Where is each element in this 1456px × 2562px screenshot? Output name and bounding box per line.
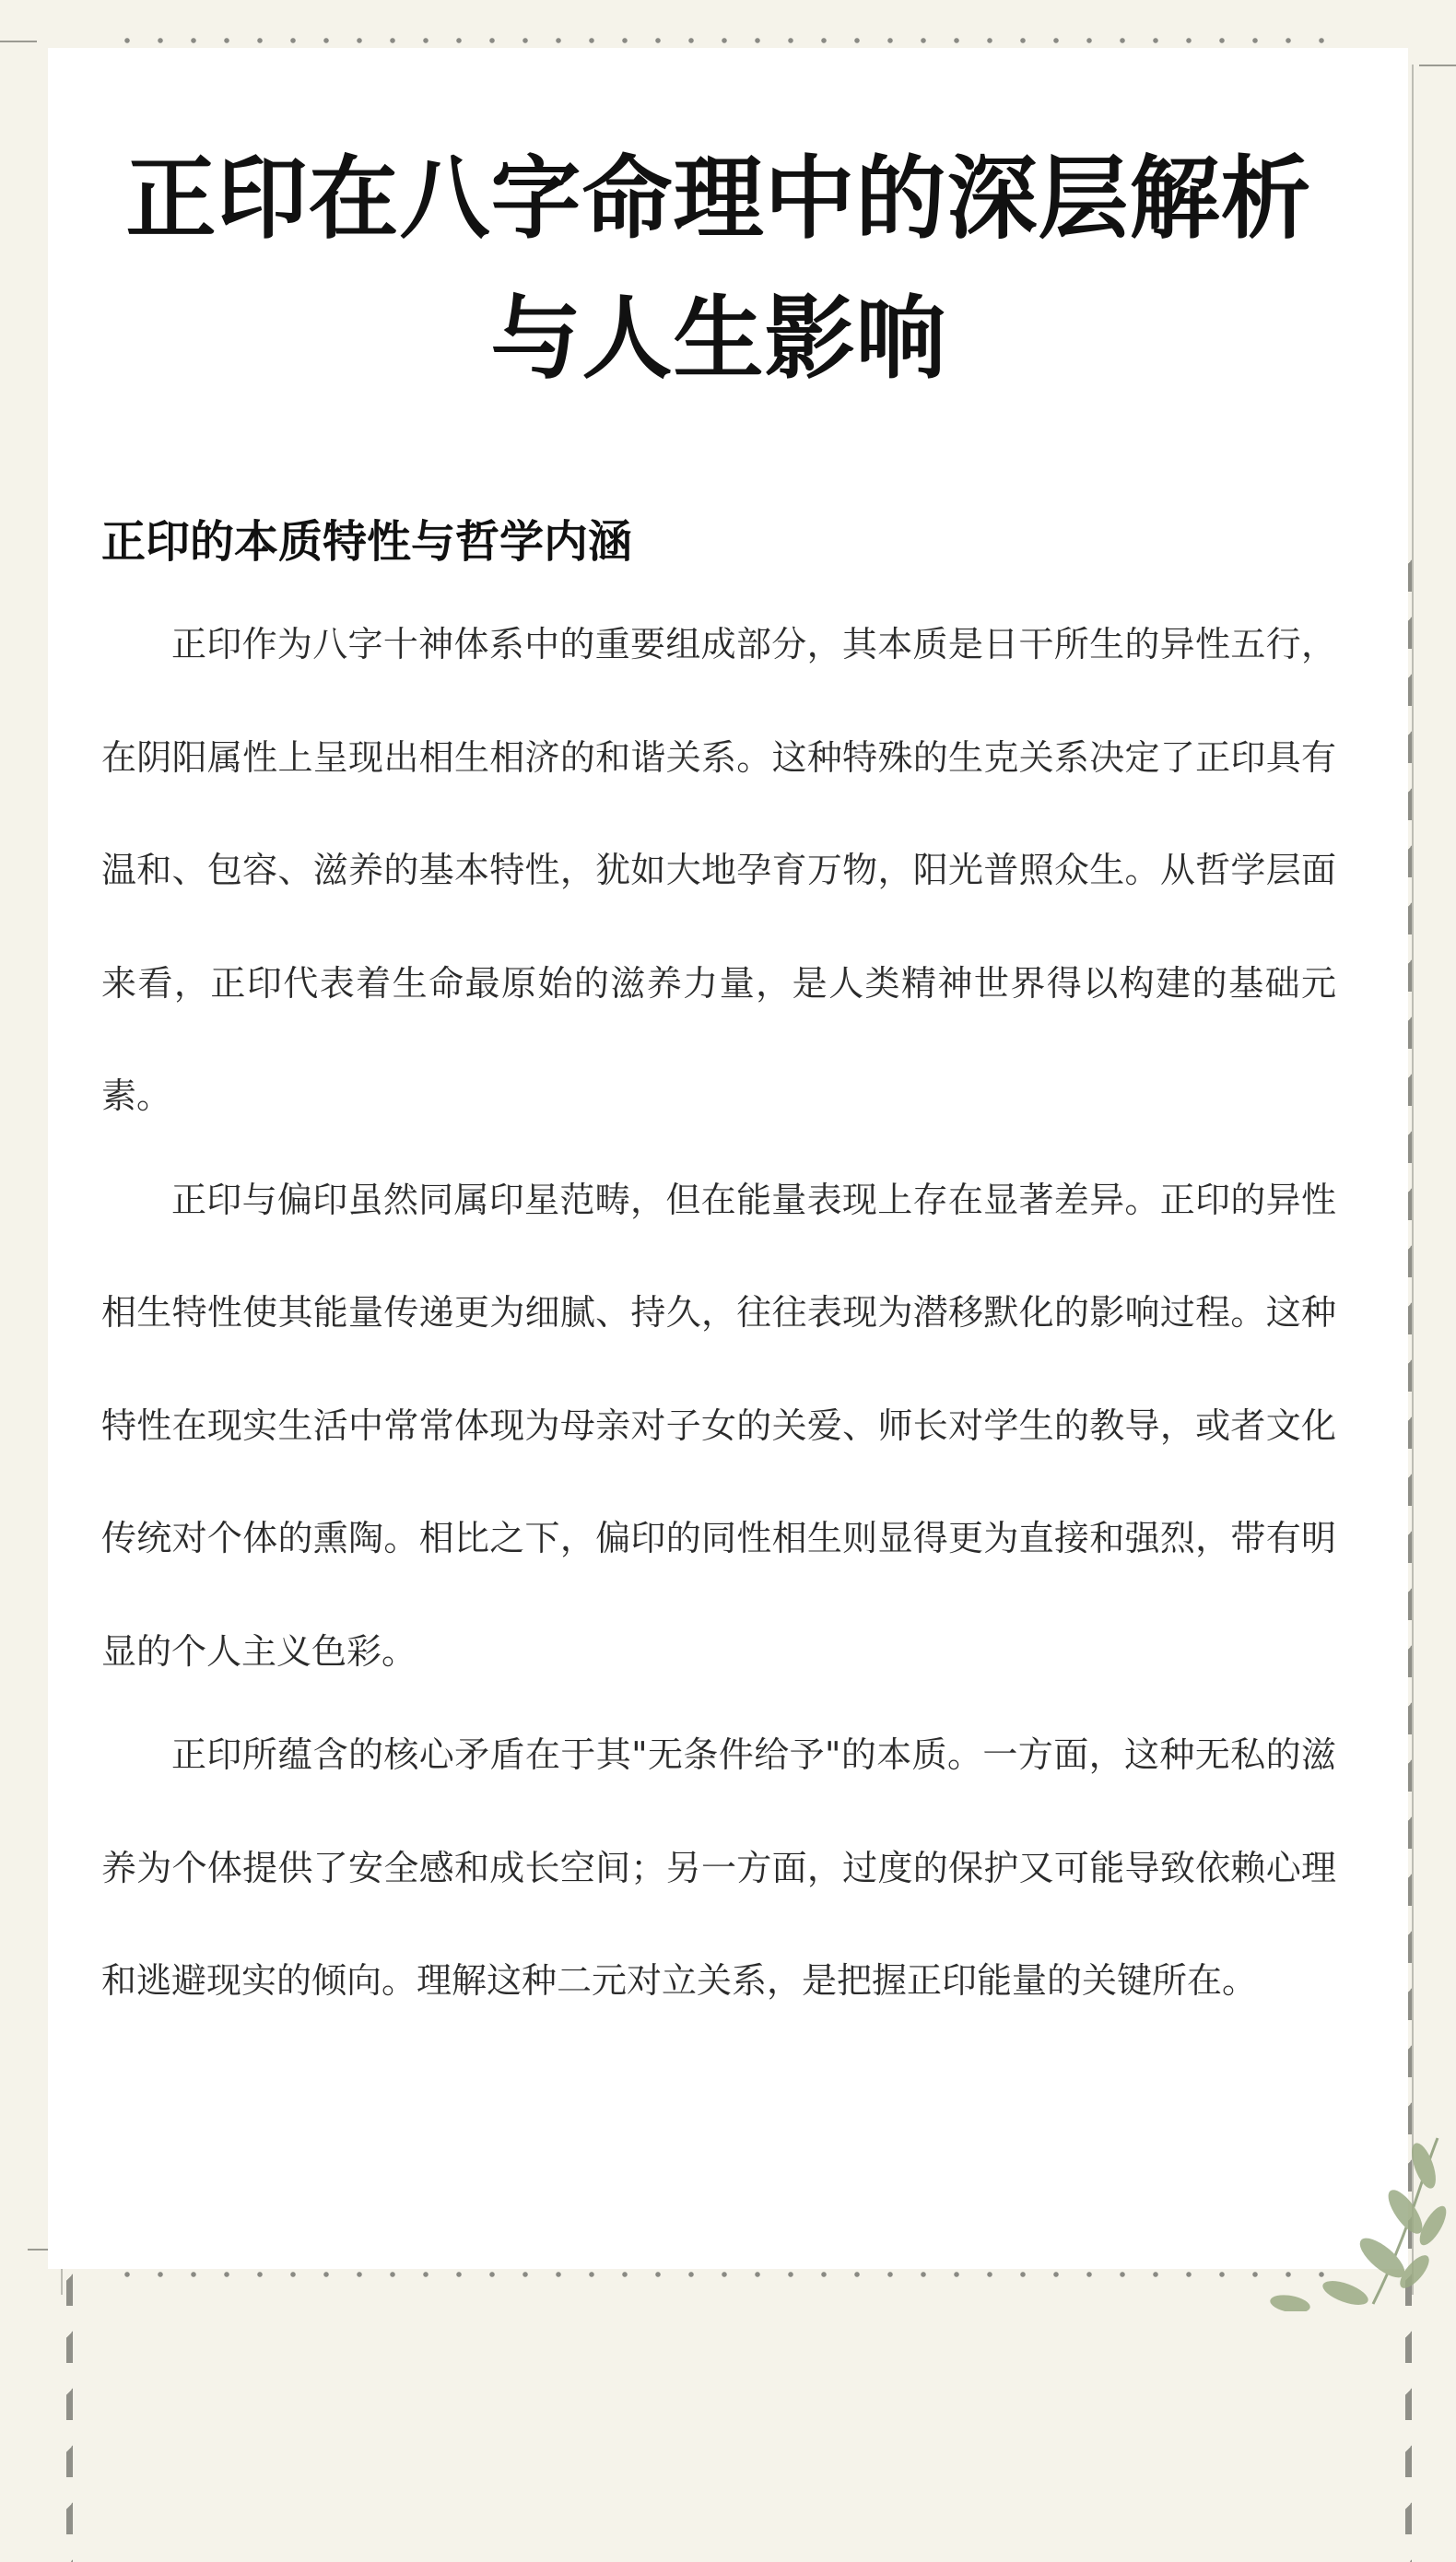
page-title [101,129,1336,409]
dotted-border-top [111,37,1345,44]
paragraph-2: 正印与偏印虽然同属印星范畴，但在能量表现上存在显著差异。正印的异性相生特性使其能量传递更为细腻、持久，往往表现为潜移默化的影响过程。这种特性在现实生活中常常体现为母亲对子女的关爱、师长对学生的教导，或者文化传统对个体的熏陶。相比之下，偏印的同性相生则显得更为直接和强烈，带有明显的个人主义色彩。 [101,1179,1336,1672]
leaf-branch-icon [1235,2129,1456,2311]
corner-mark-top-left [0,41,37,42]
section-heading: 正印的本质特性与哲学内涵 [101,516,633,568]
dotted-border-bottom [111,2271,1345,2278]
paragraph-1: 正印作为八字十神体系中的重要组成部分，其本质是日干所生的异性五行，在阴阳属性上呈现出相生相济的和谐关系。这种特殊的生克关系决定了正印具有温和、包容、滋养的基本特性，犹如大地孕育万物，阳光普照众生。从哲学层面来看，正印代表着生命最原始的滋养力量，是人类精神世界得以构建的基础元素。 [101,624,1336,1116]
page-title-line-1: 正印在八字命理中的深层解析 [125,147,1312,252]
paragraph-3: 正印所蕴含的核心矛盾在于其"无条件给予"的本质。一方面，这种无私的滋养为个体提供了安全感和成长空间；另一方面，过度的保护又可能导致依赖心理和逃避现实的倾向。理解这种二元对立关系，是把握正印能量的关键所在。 [101,1734,1336,2001]
article [101,129,1336,2038]
corner-mark-top-right [1419,65,1456,66]
page-title-line-2: 与人生影响 [490,287,947,392]
